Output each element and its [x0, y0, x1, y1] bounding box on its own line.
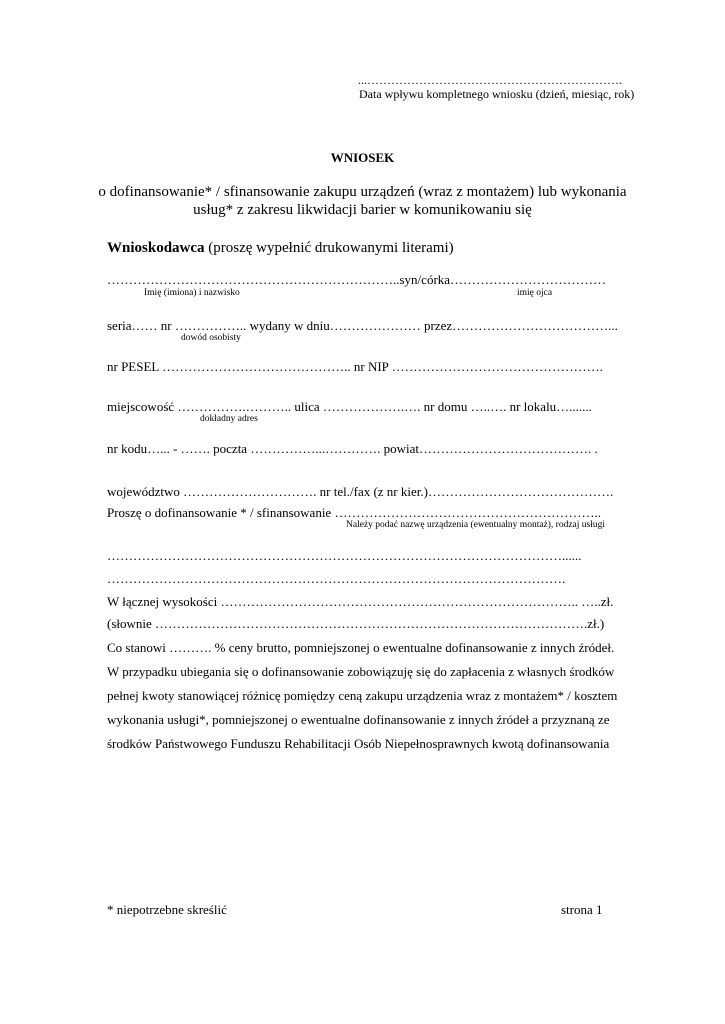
applicant-heading-bold: Wnioskodawca	[107, 240, 205, 256]
amount-words-field-line[interactable]: (słownie ……………………………………………………………………………………….zł.)	[107, 616, 605, 631]
document-subtitle-line1: o dofinansowanie* / sfinansowanie zakupu urządzeń (wraz z montażem) lub wykonania	[98, 184, 627, 200]
name-field-line[interactable]: …………………………………………………………..syn/córka………………………………	[107, 272, 607, 287]
postal-field-line[interactable]: nr kodu…... - ……. poczta ……………...…………. powiat…………………………………. .	[107, 441, 598, 456]
date-dots: ...……………………………………………………….	[358, 73, 622, 87]
amount-field-line[interactable]: W łącznej wysokości ……………………………………………………………………….. …..zł.	[107, 594, 614, 609]
address-field-line[interactable]: miejscowość …………….……….. ulica ……………….…. nr domu …..…. nr lokalu….......	[107, 399, 592, 414]
request-blank-line-1[interactable]: ……………………………………………………………………………………………......	[107, 548, 582, 563]
document-subtitle-line2: usług* z zakresu likwidacji barier w komunikowaniu się	[193, 202, 532, 218]
declaration-line-1: W przypadku ubiegania się o dofinansowanie zobowiązuję się do zapłacenia z własnych środków	[107, 664, 615, 679]
pesel-nip-field-line[interactable]: nr PESEL …………………………………….. nr NIP ………………………………………….	[107, 359, 603, 374]
footnote: * niepotrzebne skreślić	[107, 902, 227, 917]
declaration-line-2: pełnej kwoty stanowiącej różnicę pomiędzy ceną zakupu urządzenia wraz z montażem* / kosztem	[107, 688, 618, 703]
declaration-line-4: środków Państwowego Funduszu Rehabilitacji Osób Niepełnosprawnych kwotą dofinansowania	[107, 736, 610, 751]
percent-field-line[interactable]: Co stanowi ………. % ceny brutto, pomniejszonej o ewentualne dofinansowanie z innych źródeł.	[107, 640, 615, 655]
request-field-line[interactable]: Proszę o dofinansowanie * / sfinansowanie ……………………………………………………..	[107, 505, 601, 520]
father-name-caption: imię ojca	[517, 288, 553, 298]
declaration-line-3: wykonania usługi*, pomniejszonej o ewentualne dofinansowanie z innych źródeł a przyznaną ze	[107, 712, 610, 727]
voivodeship-phone-field-line[interactable]: województwo …………………………. nr tel./fax (z nr kier.)…………………………………….	[107, 484, 614, 499]
request-blank-line-2[interactable]: …………………………………………………………………………………………….	[107, 571, 566, 586]
applicant-heading	[107, 239, 454, 257]
id-document-caption: dowód osobisty	[181, 333, 241, 343]
id-document-field-line[interactable]: seria…… nr …………….. wydany w dniu………………… przez………………………………...	[107, 318, 618, 333]
page-number: strona 1	[561, 902, 603, 917]
address-caption: dokładny adres	[200, 414, 258, 424]
request-caption: Należy podać nazwę urządzenia (ewentualny montaż), rodzaj usługi	[346, 520, 606, 530]
name-field-caption: Imię (imiona) i nazwisko	[144, 288, 240, 298]
document-title: WNIOSEK	[330, 150, 395, 165]
date-caption: Data wpływu kompletnego wniosku (dzień, miesiąc, rok)	[359, 87, 635, 101]
applicant-heading-note: (proszę wypełnić drukowanymi literami)	[204, 240, 454, 256]
